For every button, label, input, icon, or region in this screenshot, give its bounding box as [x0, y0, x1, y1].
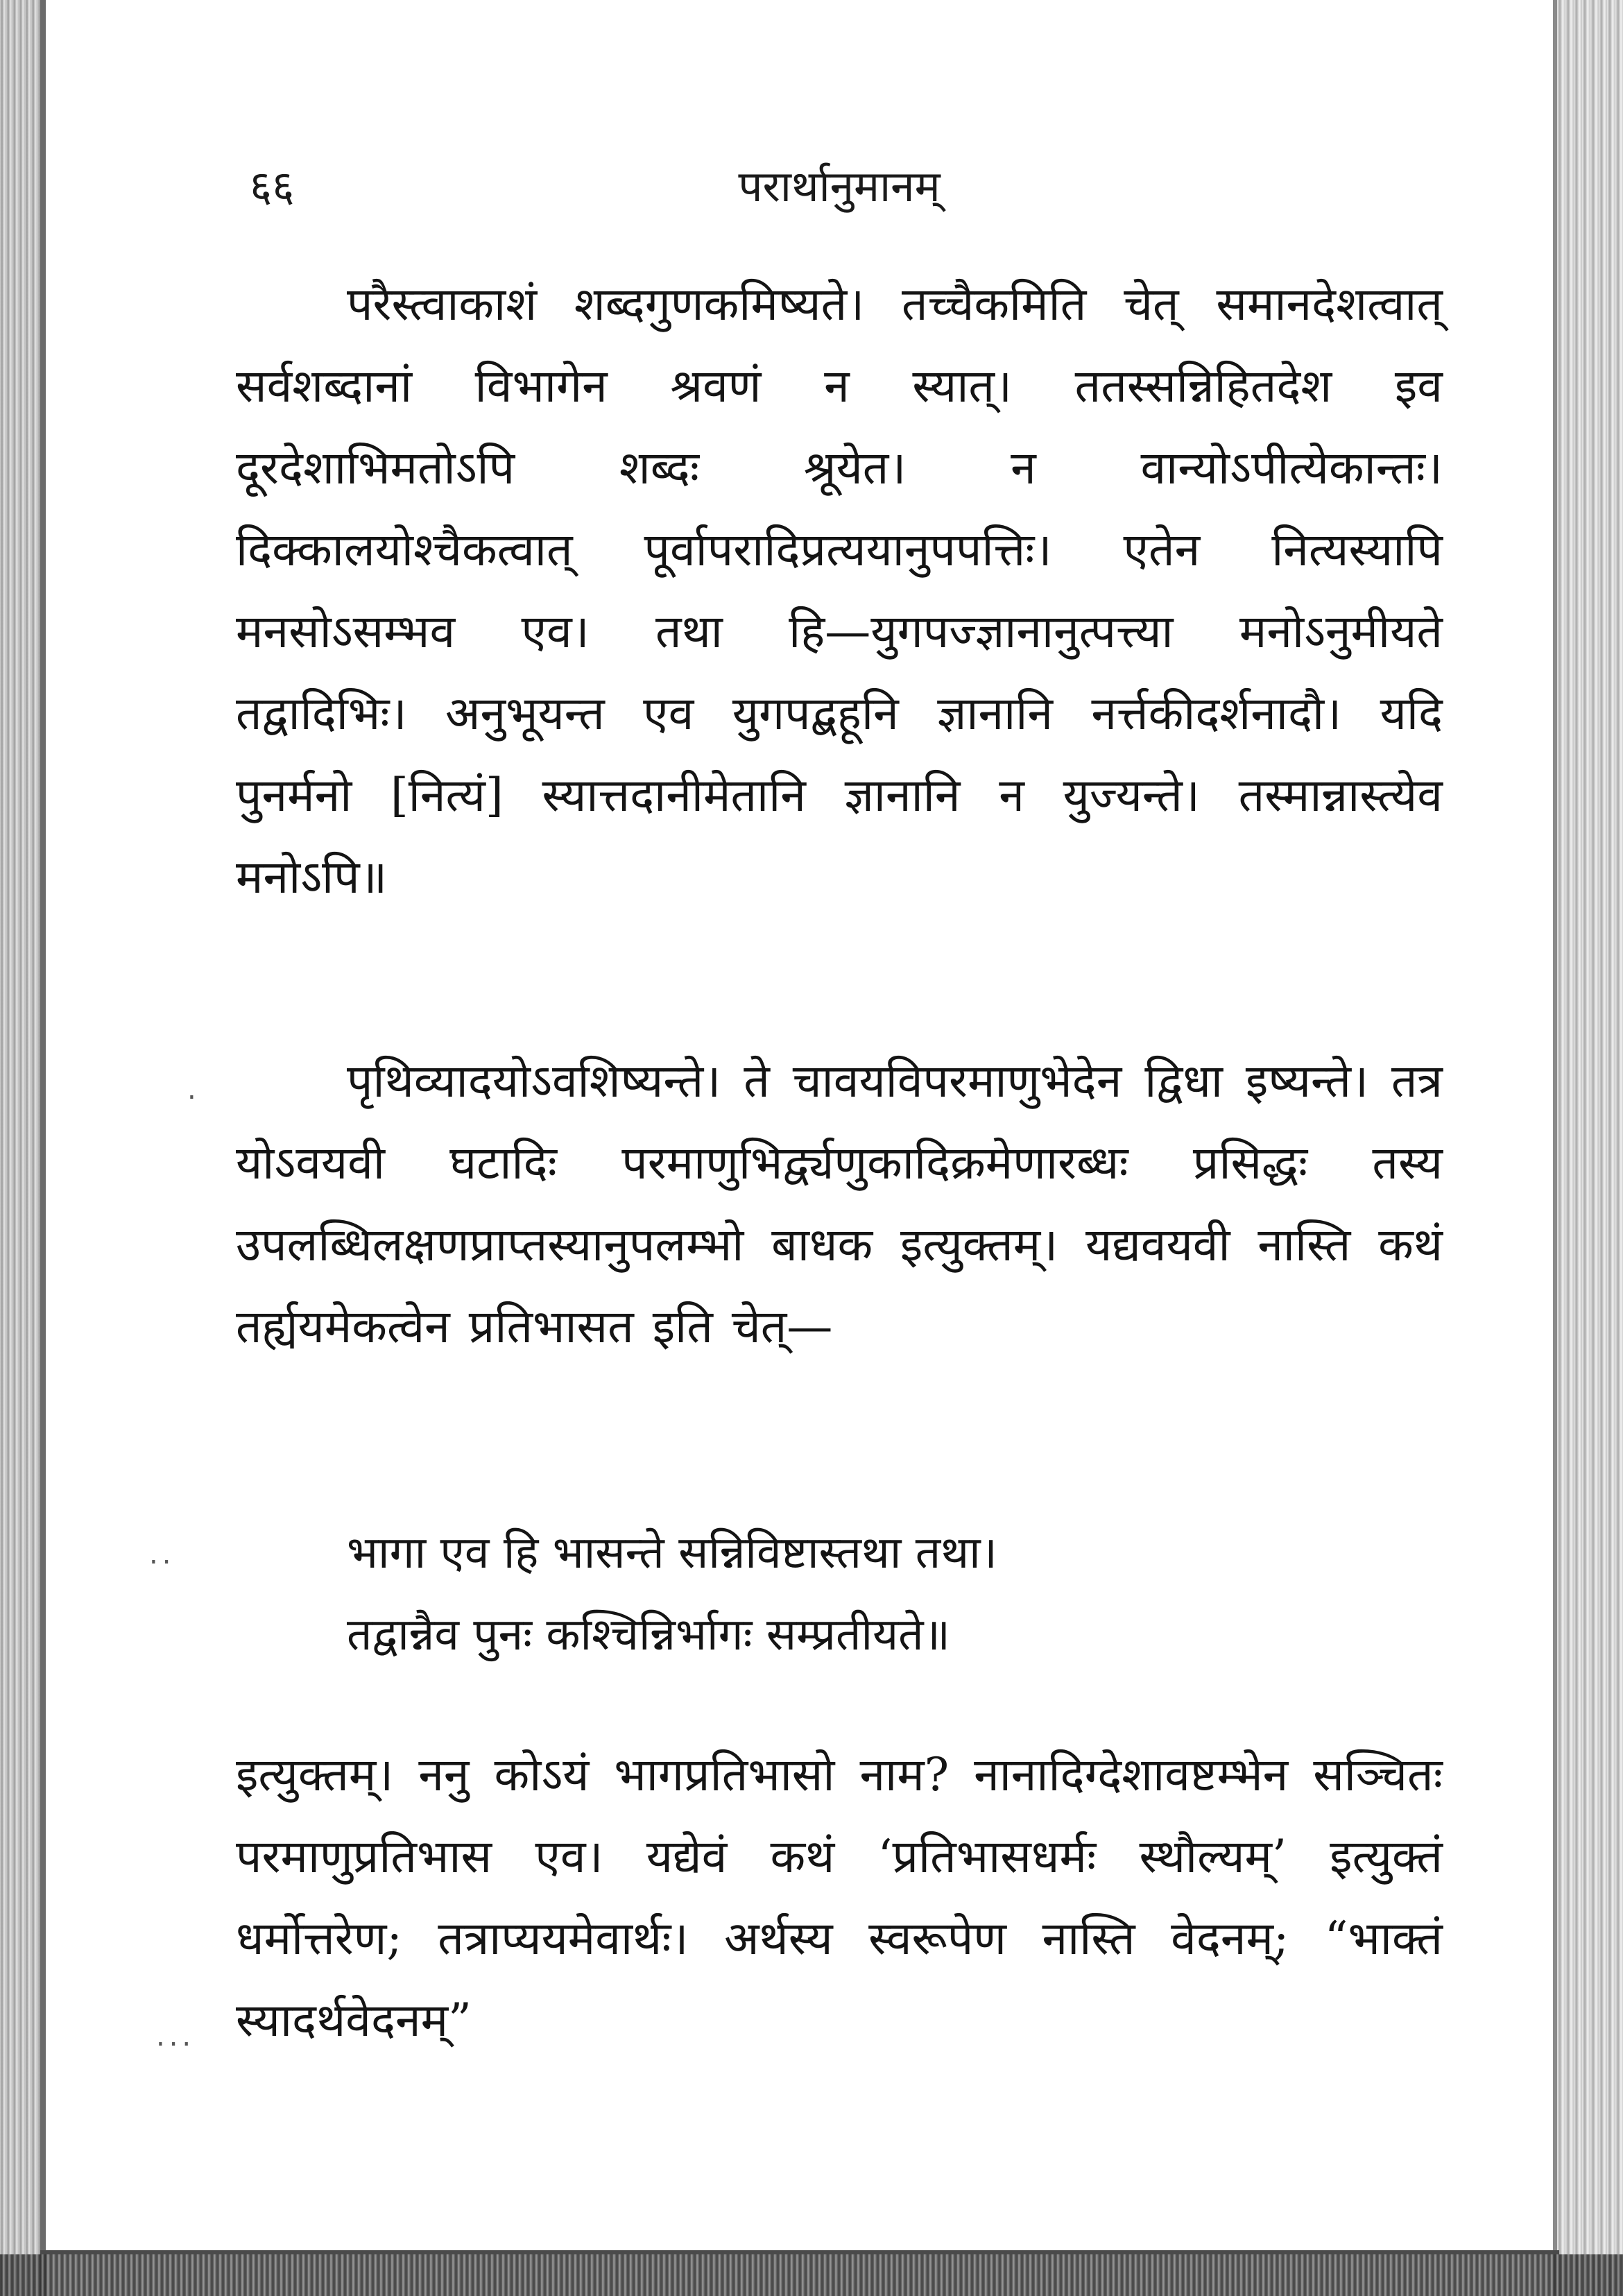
scan-speck: ‧‧	[149, 1547, 175, 1579]
bottom-scan-margin	[0, 2254, 1623, 2296]
paragraph-2: पृथिव्यादयोऽवशिष्यन्ते। ते चावयविपरमाणुभेदेन द्विधा इष्यन्ते। तत्र योऽवयवी घटादिः परमाणुभिर्द्व्यणुकादिक्रमेणारब्धः प्रसिद्धः तस्य उपलब्धिलक्षणप्राप्तस्यानुपलम्भो बाधक इत्युक्तम्। यद्यवयवी नास्ति कथं तर्ह्ययमेकत्वेन प्रतिभासत इति चेत्—	[236, 1054, 1443, 1353]
verse-line-2: तद्वान्नैव पुनः कश्चिन्निर्भागः सम्प्रतीयते॥	[347, 1609, 950, 1661]
left-page-edge	[40, 0, 46, 2296]
paragraph-1: परैस्त्वाकाशं शब्दगुणकमिष्यते। तच्चैकमिति चेत् समानदेशत्वात् सर्वशब्दानां विभागेन श्रवणं न स्यात्। ततस्सन्निहितदेश इव दूरदेशाभिमतोऽपि शब्दः श्रूयेत। न वान्योऽपीत्येकान्तः। दिक्कालयोश्चैकत्वात् पूर्वापरादिप्रत्ययानुपपत्तिः। एतेन नित्यस्यापि मनसोऽसम्भव एव। तथा हि—युगपज्ज्ञानानुत्पत्त्या मनोऽनुमीयते तद्वादिभिः। अनुभूयन्त एव युगपद्बहूनि ज्ञानानि नर्त्तकीदर्शनादौ। यदि पुनर्मनो [नित्यं] स्यात्तदानीमेतानि ज्ञानानि न युज्यन्ते। तस्मान्नास्त्येव मनोऽपि॥	[236, 277, 1443, 904]
verse-block	[347, 1512, 1387, 1676]
page-number: ६६	[250, 161, 295, 212]
paragraph-3: इत्युक्तम्। ननु कोऽयं भागप्रतिभासो नाम? नानादिग्देशावष्टम्भेन सञ्चितः परमाणुप्रतिभास एव। यद्येवं कथं ‘प्रतिभासधर्मः स्थौल्यम्’ इत्युक्तं धर्मोत्तरेण; तत्राप्ययमेवार्थः। अर्थस्य स्वरूपेण नास्ति वेदनम्; “भाक्तं स्यादर्थवेदनम्”	[236, 1748, 1443, 2047]
scan-speck: ‧	[187, 1082, 200, 1114]
right-scan-margin	[1557, 0, 1623, 2296]
verse-line-1: भागा एव हि भासन्ते सन्निविष्टास्तथा तथा।	[347, 1527, 997, 1579]
page-header	[236, 156, 1443, 232]
right-page-edge	[1553, 0, 1557, 2296]
left-scan-margin	[0, 0, 40, 2296]
scan-speck: ‧‧‧	[156, 2029, 196, 2061]
running-title: परार्थानुमानम्	[738, 161, 941, 212]
